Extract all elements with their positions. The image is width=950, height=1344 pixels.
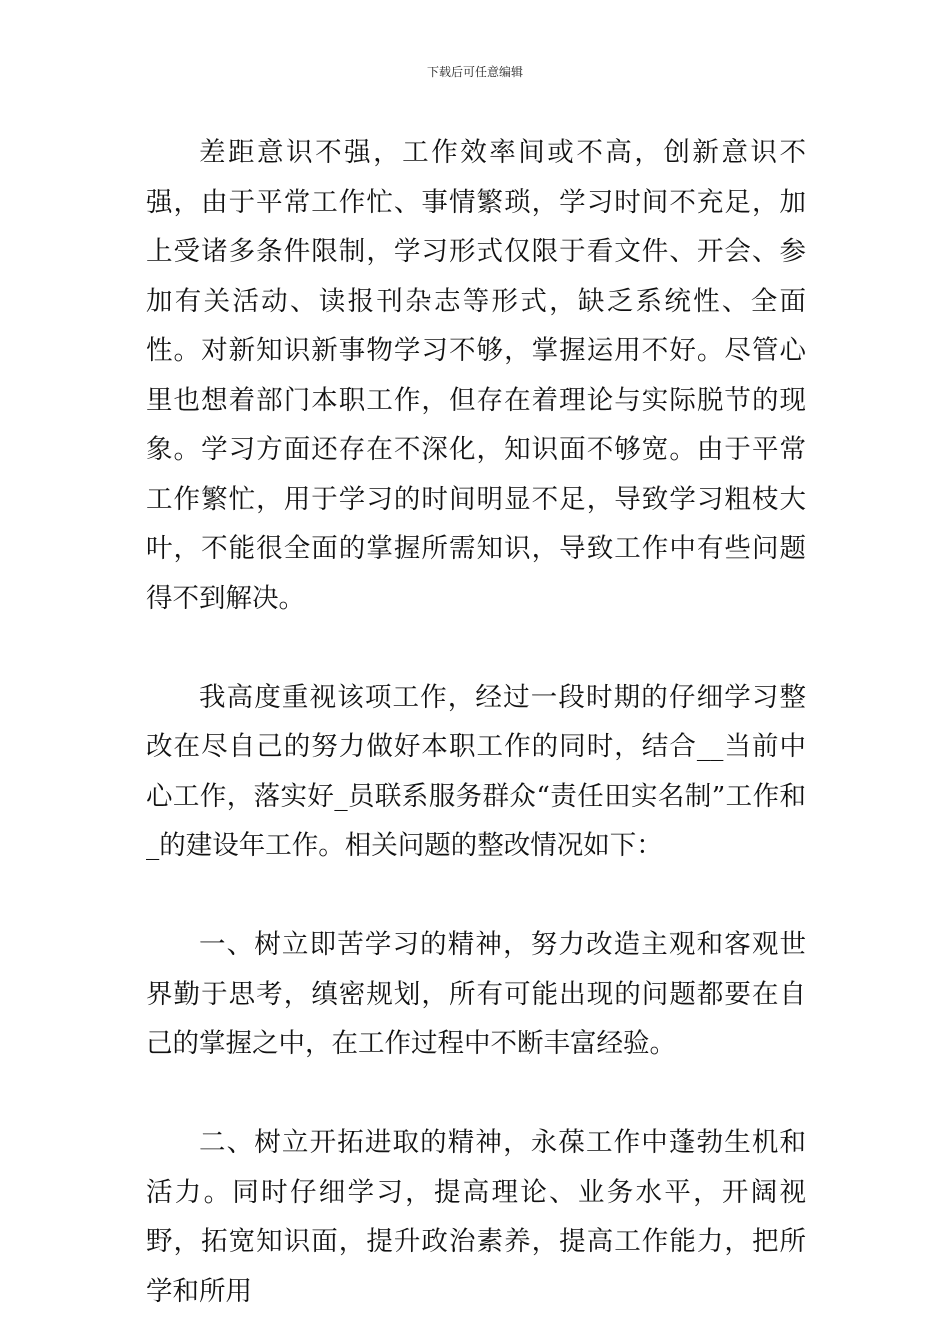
paragraph-point-one: 一、树立即苦学习的精神，努力改造主观和客观世界勤于思考，缜密规划，所有可能出现的问题都要在自己的掌握之中，在工作过程中不断丰富经验。 [146, 929, 806, 1059]
document-body [146, 128, 806, 1316]
page-header: 下载后可任意编辑 [426, 65, 523, 79]
paragraph-point-two: 二、树立开拓进取的精神，永葆工作中蓬勃生机和活力。同时仔细学习，提高理论、业务水平，开阔视野，拓宽知识面，提升政治素养，提高工作能力，把所学和所用 [146, 1127, 806, 1307]
paragraph-shortcomings: 差距意识不强，工作效率间或不高，创新意识不强，由于平常工作忙、事情繁琐，学习时间不充足，加上受诸多条件限制，学习形式仅限于看文件、开会、参加有关活动、读报刊杂志等形式，缺乏系统性、全面性。对新知识新事物学习不够，掌握运用不好。尽管心里也想着部门本职工作，但存在着理论与实际脱节的现象。学习方面还存在不深化，知识面不够宽。由于平常工作繁忙，用于学习的时间明显不足，导致学习粗枝大叶，不能很全面的掌握所需知识，导致工作中有些问题得不到解决。 [146, 137, 806, 614]
paragraph-rectification-intro: 我高度重视该项工作，经过一段时期的仔细学习整改在尽自己的努力做好本职工作的同时，结合__当前中心工作，落实好_员联系服务群众“责任田实名制”工作和_的建设年工作。相关问题的整改情况如下： [146, 681, 806, 861]
